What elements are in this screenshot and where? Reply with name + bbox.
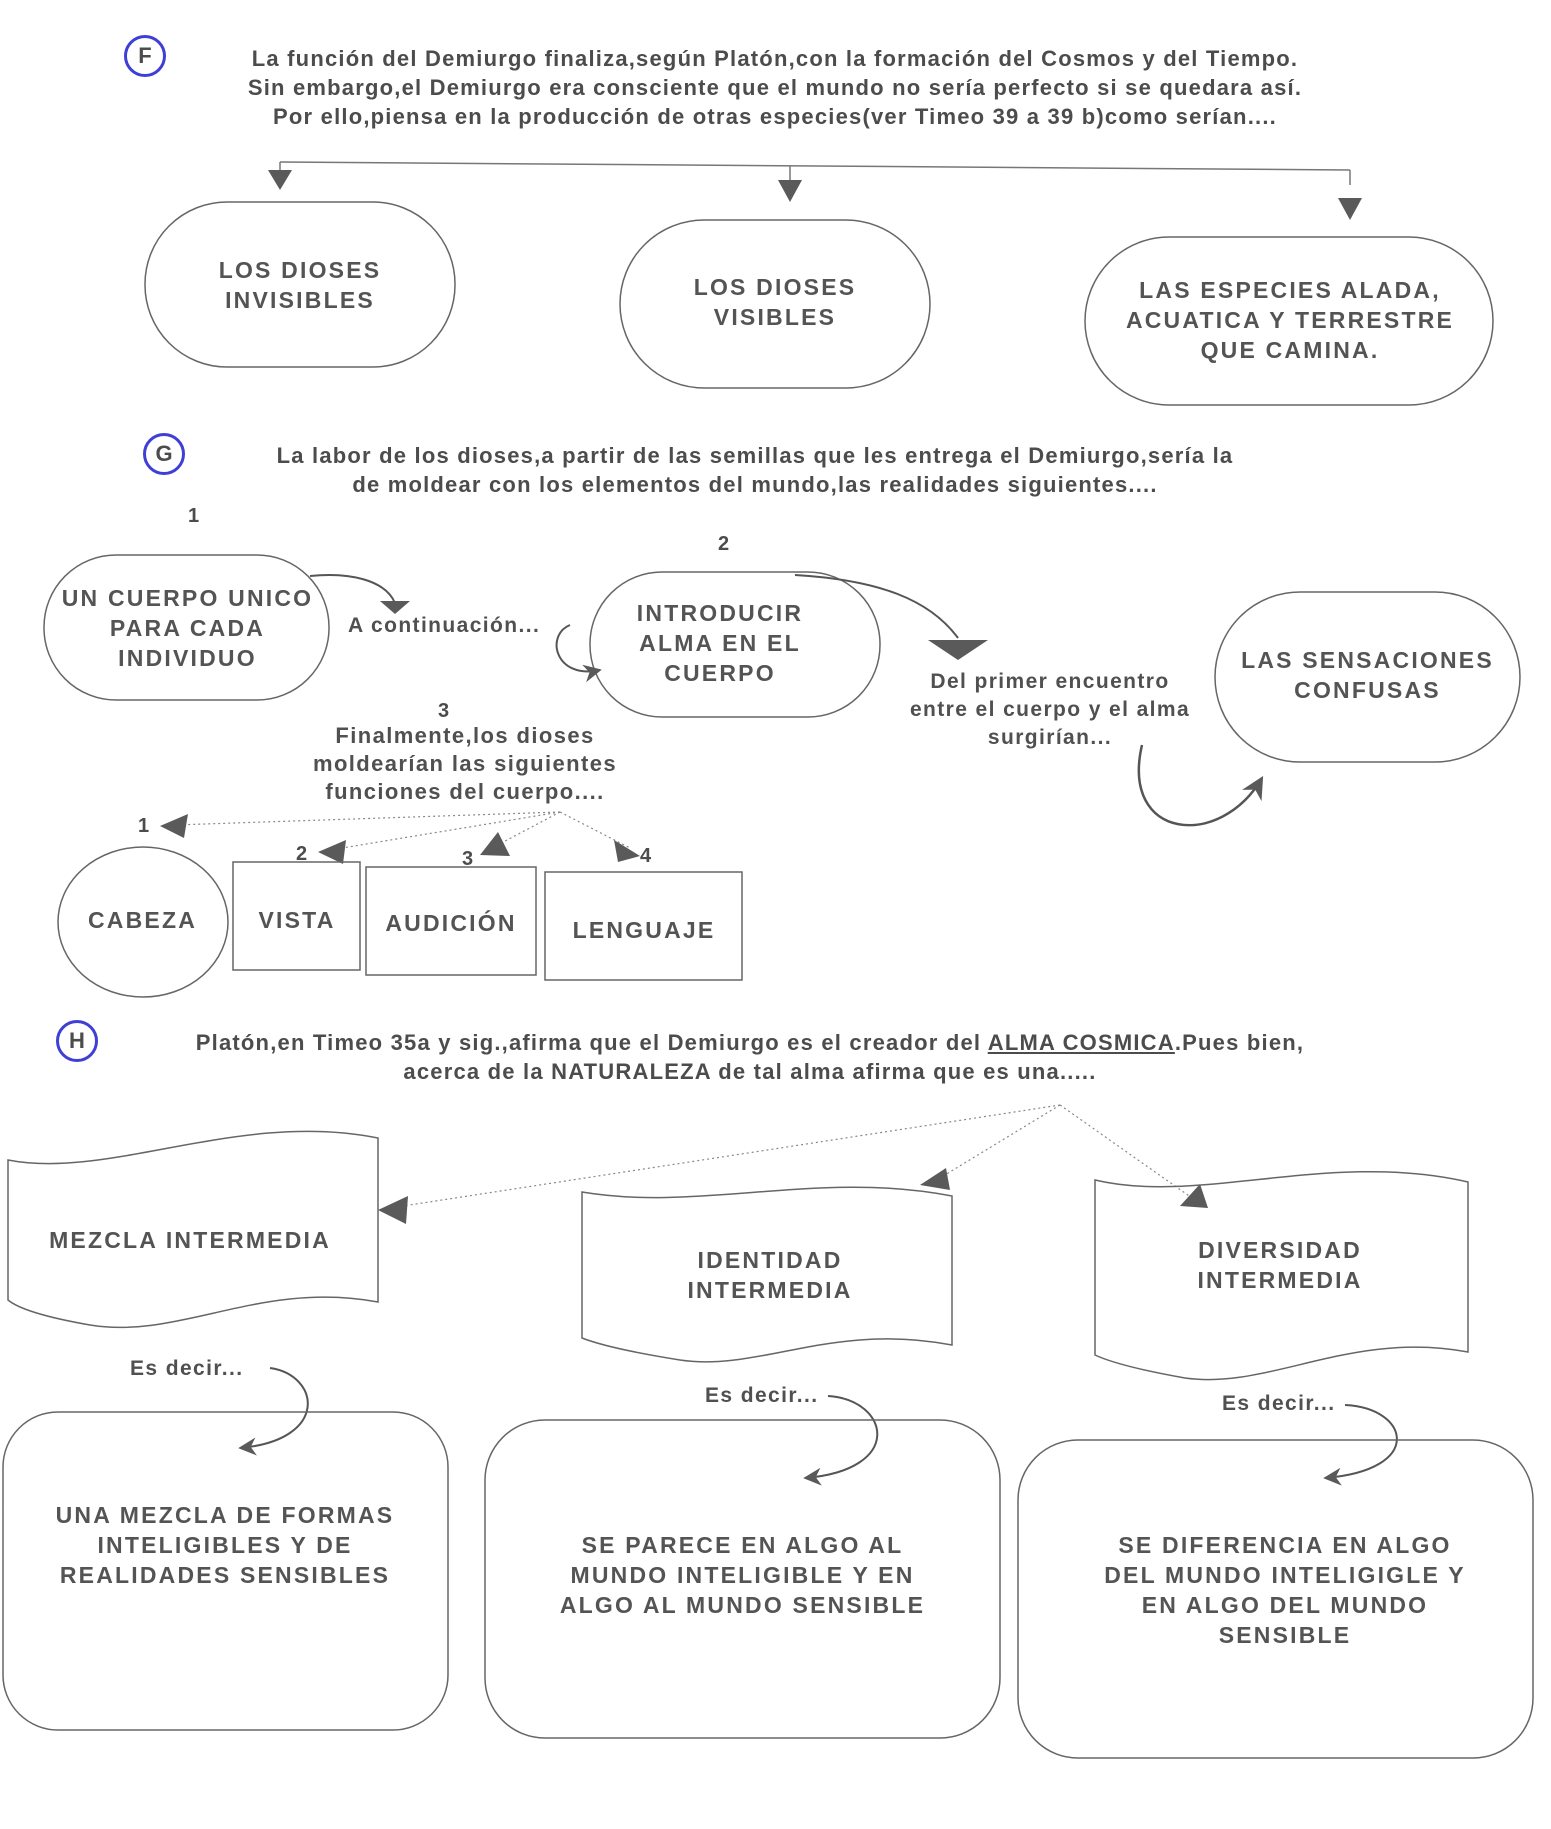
function-3-number: 3 <box>462 848 474 870</box>
nature-diversity-label: DIVERSIDAD INTERMEDIA <box>1197 1237 1363 1293</box>
arrow-to-species <box>1338 198 1362 220</box>
section-h-intro <box>100 1028 1400 1086</box>
section-h-line-1-end: .Pues bien, <box>1174 1030 1305 1055</box>
nature-identity-label: IDENTIDAD INTERMEDIA <box>687 1247 853 1303</box>
section-g-line-2: de moldear con los elementos del mundo,las realidades siguientes.... <box>352 472 1158 497</box>
box-sensations-label: LAS SENSACIONES CONFUSAS <box>1241 647 1494 703</box>
function-4-number: 4 <box>640 845 652 867</box>
connector-es-decir-3: Es decir... <box>1222 1392 1336 1415</box>
arrowhead-head <box>160 814 188 838</box>
function-head-label: CABEZA <box>87 907 198 933</box>
function-hearing-label: AUDICIÓN <box>385 910 517 936</box>
connector-es-decir-2: Es decir... <box>705 1384 819 1407</box>
step-3-number: 3 <box>438 700 450 722</box>
section-f-intro <box>120 44 1430 131</box>
section-g-marker: G <box>143 433 185 475</box>
connector-es-decir-1: Es decir... <box>130 1357 244 1380</box>
nature-mix-label: MEZCLA INTERMEDIA <box>49 1227 331 1253</box>
section-f-marker: F <box>124 35 166 77</box>
box-body-label: UN CUERPO UNICO PARA CADA INDIVIDUO <box>61 584 314 671</box>
section-f-line-3: Por ello,piensa en la producción de otras especies(ver Timeo 39 a 39 b)como serían.... <box>273 104 1277 129</box>
section-g-line-1: La labor de los dioses,a partir de las semillas que les entrega el Demiurgo,sería la <box>276 443 1234 468</box>
box-visible-gods-label: LOS DIOSES VISIBLES <box>693 274 857 330</box>
curve-diversity-explain <box>1325 1405 1397 1478</box>
box-species-label: LAS ESPECIES ALADA, ACUATICA Y TERRESTRE QUE CAMINA. <box>1125 277 1455 363</box>
step-2-number: 2 <box>718 533 730 555</box>
explain-identity-label: SE PARECE EN ALGO AL MUNDO INTELIGIBLE Y EN ALGO AL MUNDO SENSIBLE <box>559 1532 926 1618</box>
functions-fan <box>175 812 630 850</box>
alma-cosmica-highlight: ALMA COSMICA <box>987 1030 1175 1055</box>
arrowhead-mix <box>378 1196 408 1224</box>
explain-mix-label: UNA MEZCLA DE FORMAS INTELIGIBLES Y DE REALIDADES SENSIBLES <box>55 1502 395 1588</box>
arrowhead-diversity <box>1180 1184 1208 1208</box>
section-h-line-2: acerca de la NATURALEZA de tal alma afirma que es una..... <box>403 1059 1097 1084</box>
section-h-line-1-start: Platón,en Timeo 35a y sig.,afirma que el Demiurgo es el creador del <box>195 1030 988 1055</box>
section-f-line-2: Sin embargo,el Demiurgo era consciente que el mundo no sería perfecto si se quedara así. <box>247 75 1303 100</box>
arrowhead-hearing <box>480 832 510 856</box>
explain-diversity-label: SE DIFERENCIA EN ALGO DEL MUNDO INTELIGIGLE Y EN ALGO DEL MUNDO SENSIBLE <box>1104 1532 1466 1648</box>
arrow-to-invisible-gods <box>268 170 292 190</box>
section-f-down-arrows <box>268 170 1362 220</box>
function-1-number: 1 <box>138 815 150 837</box>
function-sight-label: VISTA <box>258 907 336 933</box>
section-g-intro <box>180 441 1330 499</box>
connector-a-continuacion: A continuación... <box>348 614 541 637</box>
function-2-number: 2 <box>296 843 308 865</box>
arrowhead-identity <box>920 1168 950 1190</box>
arrow-to-visible-gods <box>778 180 802 202</box>
step-1-number: 1 <box>188 505 200 527</box>
section-h-marker: H <box>56 1020 98 1062</box>
curve-into-soul <box>557 625 600 671</box>
functions-arrowheads <box>160 814 640 864</box>
connector-primer-encuentro: Del primer encuentro entre el cuerpo y el alma surgirían... <box>909 670 1191 749</box>
arrowhead-language <box>614 840 640 862</box>
curve-to-sensations <box>1139 745 1262 825</box>
step-3-text: Finalmente,los dioses moldearían las siguientes funciones del cuerpo.... <box>313 723 617 804</box>
natures-arrowheads <box>378 1168 1208 1224</box>
natures-fan <box>390 1105 1192 1208</box>
function-language-label: LENGUAJE <box>572 917 716 943</box>
box-soul-label: INTRODUCIR ALMA EN EL CUERPO <box>636 599 804 686</box>
section-h-line-1 <box>100 1028 1400 1057</box>
box-invisible-gods-label: LOS DIOSES INVISIBLES <box>218 257 382 313</box>
section-f-bracket <box>280 162 1350 185</box>
arrowhead-soul <box>928 640 988 660</box>
section-f-line-1: La función del Demiurgo finaliza,según Platón,con la formación del Cosmos y del Tiempo. <box>251 46 1299 71</box>
arrowhead-sight <box>318 840 346 864</box>
curve-mix-explain <box>240 1368 308 1448</box>
